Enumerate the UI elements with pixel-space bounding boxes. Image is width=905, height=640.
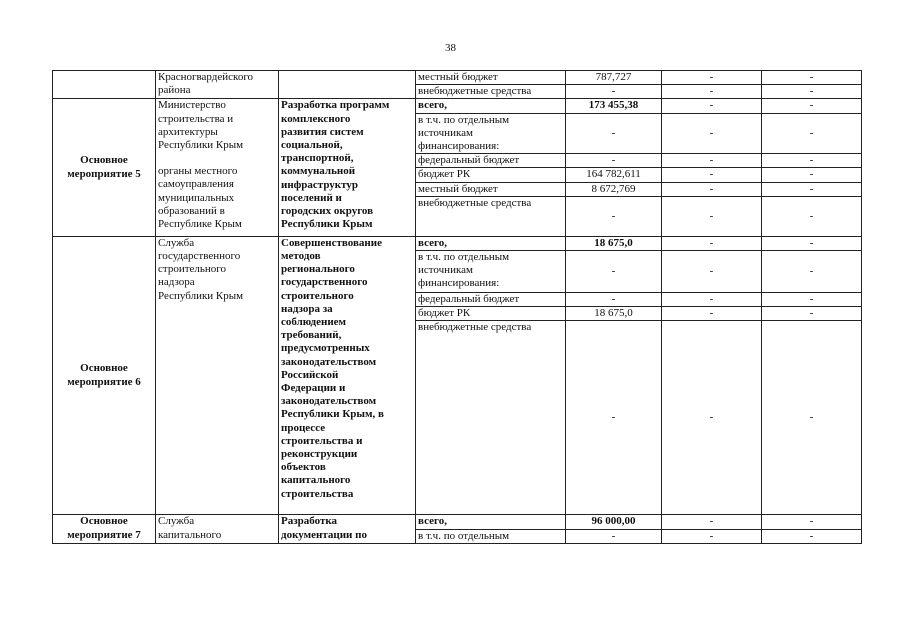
- value-cell: -: [762, 182, 862, 196]
- value-cell: -: [762, 85, 862, 99]
- source-cell: в т.ч. по отдельным источникам финансирования:: [416, 113, 566, 154]
- source-cell: внебюджетные средства: [416, 196, 566, 236]
- action-cell: Разработка документации по: [279, 515, 416, 543]
- source-cell: федеральный бюджет: [416, 154, 566, 168]
- measure-cell: [53, 71, 156, 99]
- value-cell: 18 675,0: [566, 307, 662, 321]
- action-cell: Совершенствование методов регионального государственного строительного надзора за соблюдением требований, предусмотренных законодательством Российской Федерации и законодательством Республики Крым, в процессе строительства и реконструкции объектов капитального строительства: [279, 236, 416, 515]
- value-cell: -: [662, 85, 762, 99]
- value-cell: -: [762, 168, 862, 182]
- executor-cell: Служба капитального: [156, 515, 279, 543]
- value-cell: -: [762, 529, 862, 543]
- value-cell: 18 675,0: [566, 236, 662, 250]
- value-cell: -: [566, 251, 662, 293]
- executor-primary: Министерство строительства и архитектуры Республики Крым: [158, 99, 244, 152]
- value-cell: -: [662, 321, 762, 515]
- executor-cell: [156, 99, 279, 236]
- value-cell: -: [762, 99, 862, 113]
- source-cell: в т.ч. по отдельным: [416, 529, 566, 543]
- source-cell: федеральный бюджет: [416, 293, 566, 307]
- action-cell: Разработка программ комплексного развития систем социальной, транспортной, коммунальной инфраструктур поселений и городских округов Республики Крым: [279, 99, 416, 236]
- table-row: [53, 71, 862, 85]
- value-cell: -: [662, 168, 762, 182]
- source-total: всего,: [416, 236, 566, 250]
- value-cell: -: [566, 85, 662, 99]
- executor-secondary: органы местного самоуправления муниципальных образований в Республике Крым: [158, 165, 242, 231]
- value-cell: -: [762, 236, 862, 250]
- value-cell: -: [566, 196, 662, 236]
- value-cell: -: [662, 251, 762, 293]
- value-cell: -: [762, 293, 862, 307]
- table-row: [53, 236, 862, 250]
- executor-cell: Красногвардейского района: [156, 71, 279, 99]
- value-cell: -: [762, 154, 862, 168]
- source-cell: местный бюджет: [416, 182, 566, 196]
- source-cell: внебюджетные средства: [416, 321, 566, 515]
- source-cell: бюджет РК: [416, 307, 566, 321]
- table-row: [53, 99, 862, 113]
- source-cell: внебюджетные средства: [416, 85, 566, 99]
- value-cell: -: [662, 236, 762, 250]
- value-cell: -: [662, 99, 762, 113]
- source-cell: в т.ч. по отдельным источникам финансирования:: [416, 251, 566, 293]
- value-cell: -: [566, 113, 662, 154]
- measure-label: Основное мероприятие 7: [53, 515, 156, 543]
- value-cell: -: [762, 515, 862, 529]
- value-cell: -: [662, 113, 762, 154]
- value-cell: -: [662, 515, 762, 529]
- value-cell: -: [662, 196, 762, 236]
- value-cell: 173 455,38: [566, 99, 662, 113]
- value-cell: 96 000,00: [566, 515, 662, 529]
- value-cell: 164 782,611: [566, 168, 662, 182]
- value-cell: -: [662, 71, 762, 85]
- value-cell: -: [566, 529, 662, 543]
- value-cell: -: [566, 154, 662, 168]
- value-cell: -: [662, 154, 762, 168]
- value-cell: -: [762, 307, 862, 321]
- source-total: всего,: [416, 99, 566, 113]
- value-cell: 8 672,769: [566, 182, 662, 196]
- value-cell: -: [566, 293, 662, 307]
- value-cell: -: [662, 182, 762, 196]
- source-cell: местный бюджет: [416, 71, 566, 85]
- table-row: [53, 515, 862, 529]
- value-cell: -: [762, 71, 862, 85]
- action-cell: [279, 71, 416, 99]
- value-cell: -: [762, 196, 862, 236]
- value-cell: -: [762, 251, 862, 293]
- value-cell: -: [566, 321, 662, 515]
- value-cell: -: [662, 307, 762, 321]
- value-cell: -: [762, 113, 862, 154]
- measure-label: Основное мероприятие 6: [53, 236, 156, 515]
- executor-cell: Служба государственного строительного надзора Республики Крым: [156, 236, 279, 515]
- value-cell: -: [662, 293, 762, 307]
- page-number: 38: [445, 42, 456, 54]
- source-cell: бюджет РК: [416, 168, 566, 182]
- source-total: всего,: [416, 515, 566, 529]
- value-cell: -: [762, 321, 862, 515]
- value-cell: 787,727: [566, 71, 662, 85]
- funding-table: [52, 70, 862, 544]
- value-cell: -: [662, 529, 762, 543]
- measure-label: Основное мероприятие 5: [53, 99, 156, 236]
